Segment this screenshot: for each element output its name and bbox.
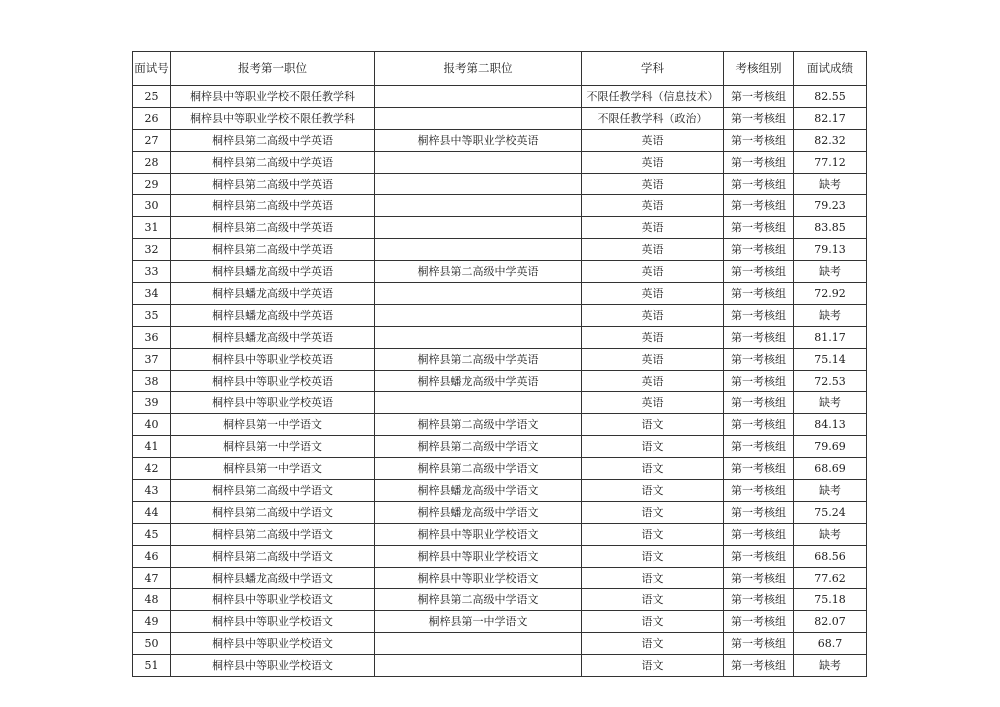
- cell-subject: 英语: [582, 129, 724, 151]
- cell-subject: 不限任教学科（政治）: [582, 107, 724, 129]
- cell-position1: 桐梓县第二高级中学英语: [171, 173, 375, 195]
- cell-group: 第一考核组: [724, 151, 794, 173]
- cell-position1: 桐梓县第二高级中学英语: [171, 217, 375, 239]
- cell-group: 第一考核组: [724, 195, 794, 217]
- table-row: [133, 501, 867, 523]
- cell-subject: 语文: [582, 414, 724, 436]
- cell-position1: 桐梓县第一中学语文: [171, 458, 375, 480]
- cell-position2: 桐梓县第二高级中学语文: [375, 414, 582, 436]
- cell-id: 36: [133, 326, 171, 348]
- cell-id: 47: [133, 567, 171, 589]
- cell-position1: 桐梓县中等职业学校语文: [171, 633, 375, 655]
- table-header: [133, 52, 867, 86]
- table-row: [133, 348, 867, 370]
- table-row: [133, 458, 867, 480]
- cell-subject: 语文: [582, 567, 724, 589]
- cell-score: 75.18: [794, 589, 867, 611]
- cell-group: 第一考核组: [724, 655, 794, 677]
- cell-subject: 英语: [582, 348, 724, 370]
- cell-position2: 桐梓县第二高级中学语文: [375, 436, 582, 458]
- cell-position2: 桐梓县中等职业学校语文: [375, 545, 582, 567]
- cell-score: 77.62: [794, 567, 867, 589]
- table-row: [133, 480, 867, 502]
- cell-position2: [375, 304, 582, 326]
- cell-subject: 不限任教学科（信息技术）: [582, 86, 724, 108]
- cell-group: 第一考核组: [724, 458, 794, 480]
- cell-id: 51: [133, 655, 171, 677]
- table-row: [133, 195, 867, 217]
- cell-group: 第一考核组: [724, 173, 794, 195]
- cell-group: 第一考核组: [724, 589, 794, 611]
- cell-subject: 语文: [582, 480, 724, 502]
- header-score: 面试成绩: [794, 52, 867, 86]
- cell-id: 50: [133, 633, 171, 655]
- cell-score: 68.69: [794, 458, 867, 480]
- header-subject: 学科: [582, 52, 724, 86]
- cell-subject: 英语: [582, 151, 724, 173]
- cell-id: 44: [133, 501, 171, 523]
- cell-subject: 语文: [582, 436, 724, 458]
- table-row: [133, 217, 867, 239]
- cell-position2: [375, 173, 582, 195]
- cell-position2: [375, 107, 582, 129]
- table-row: [133, 326, 867, 348]
- table-row: [133, 633, 867, 655]
- table-row: [133, 283, 867, 305]
- cell-position2: [375, 151, 582, 173]
- cell-score: 72.53: [794, 370, 867, 392]
- cell-position1: 桐梓县第一中学语文: [171, 436, 375, 458]
- cell-group: 第一考核组: [724, 283, 794, 305]
- table-row: [133, 107, 867, 129]
- cell-position1: 桐梓县第二高级中学语文: [171, 523, 375, 545]
- header-position2: 报考第二职位: [375, 52, 582, 86]
- cell-position1: 桐梓县蟠龙高级中学英语: [171, 326, 375, 348]
- cell-subject: 英语: [582, 326, 724, 348]
- cell-score: 缺考: [794, 261, 867, 283]
- cell-id: 48: [133, 589, 171, 611]
- table-row: [133, 304, 867, 326]
- cell-score: 72.92: [794, 283, 867, 305]
- cell-position2: 桐梓县蟠龙高级中学语文: [375, 501, 582, 523]
- cell-score: 68.7: [794, 633, 867, 655]
- table-row: [133, 545, 867, 567]
- cell-group: 第一考核组: [724, 414, 794, 436]
- cell-position1: 桐梓县第二高级中学英语: [171, 151, 375, 173]
- cell-group: 第一考核组: [724, 217, 794, 239]
- cell-score: 缺考: [794, 523, 867, 545]
- cell-position1: 桐梓县第二高级中学语文: [171, 501, 375, 523]
- cell-id: 27: [133, 129, 171, 151]
- cell-position2: 桐梓县第二高级中学英语: [375, 348, 582, 370]
- cell-score: 79.69: [794, 436, 867, 458]
- cell-id: 43: [133, 480, 171, 502]
- table-row: [133, 151, 867, 173]
- cell-id: 41: [133, 436, 171, 458]
- cell-position1: 桐梓县第二高级中学语文: [171, 480, 375, 502]
- cell-score: 68.56: [794, 545, 867, 567]
- cell-score: 缺考: [794, 392, 867, 414]
- cell-subject: 语文: [582, 545, 724, 567]
- cell-subject: 英语: [582, 239, 724, 261]
- cell-id: 40: [133, 414, 171, 436]
- cell-score: 79.13: [794, 239, 867, 261]
- cell-position2: [375, 239, 582, 261]
- cell-subject: 英语: [582, 283, 724, 305]
- cell-group: 第一考核组: [724, 611, 794, 633]
- cell-id: 35: [133, 304, 171, 326]
- cell-id: 45: [133, 523, 171, 545]
- cell-group: 第一考核组: [724, 86, 794, 108]
- score-table-sheet: [132, 51, 866, 677]
- cell-position2: 桐梓县第二高级中学语文: [375, 458, 582, 480]
- cell-score: 83.85: [794, 217, 867, 239]
- cell-subject: 英语: [582, 173, 724, 195]
- cell-position1: 桐梓县中等职业学校不限任教学科: [171, 86, 375, 108]
- cell-id: 38: [133, 370, 171, 392]
- cell-score: 缺考: [794, 655, 867, 677]
- cell-id: 30: [133, 195, 171, 217]
- cell-position2: [375, 392, 582, 414]
- table-row: [133, 414, 867, 436]
- cell-position2: 桐梓县第二高级中学英语: [375, 261, 582, 283]
- cell-position2: [375, 633, 582, 655]
- cell-subject: 英语: [582, 392, 724, 414]
- cell-subject: 英语: [582, 370, 724, 392]
- cell-position2: [375, 326, 582, 348]
- cell-group: 第一考核组: [724, 545, 794, 567]
- table-row: [133, 611, 867, 633]
- cell-subject: 语文: [582, 589, 724, 611]
- cell-score: 82.32: [794, 129, 867, 151]
- cell-score: 75.24: [794, 501, 867, 523]
- header-row: [133, 52, 867, 86]
- cell-position2: 桐梓县第二高级中学语文: [375, 589, 582, 611]
- cell-group: 第一考核组: [724, 567, 794, 589]
- cell-id: 33: [133, 261, 171, 283]
- cell-position1: 桐梓县中等职业学校英语: [171, 392, 375, 414]
- table-row: [133, 129, 867, 151]
- table-row: [133, 567, 867, 589]
- cell-position1: 桐梓县蟠龙高级中学语文: [171, 567, 375, 589]
- cell-group: 第一考核组: [724, 348, 794, 370]
- cell-group: 第一考核组: [724, 304, 794, 326]
- cell-score: 缺考: [794, 173, 867, 195]
- cell-position1: 桐梓县中等职业学校语文: [171, 589, 375, 611]
- table-row: [133, 655, 867, 677]
- cell-group: 第一考核组: [724, 501, 794, 523]
- table-row: [133, 173, 867, 195]
- cell-position1: 桐梓县第二高级中学语文: [171, 545, 375, 567]
- cell-subject: 语文: [582, 633, 724, 655]
- cell-position2: [375, 655, 582, 677]
- cell-id: 25: [133, 86, 171, 108]
- cell-id: 28: [133, 151, 171, 173]
- cell-id: 37: [133, 348, 171, 370]
- table-body: [133, 86, 867, 677]
- table-row: [133, 261, 867, 283]
- cell-group: 第一考核组: [724, 107, 794, 129]
- cell-group: 第一考核组: [724, 436, 794, 458]
- cell-group: 第一考核组: [724, 392, 794, 414]
- cell-position2: 桐梓县蟠龙高级中学语文: [375, 480, 582, 502]
- cell-score: 79.23: [794, 195, 867, 217]
- cell-position1: 桐梓县中等职业学校不限任教学科: [171, 107, 375, 129]
- cell-subject: 语文: [582, 523, 724, 545]
- cell-id: 39: [133, 392, 171, 414]
- cell-subject: 英语: [582, 195, 724, 217]
- cell-subject: 英语: [582, 304, 724, 326]
- cell-group: 第一考核组: [724, 523, 794, 545]
- cell-position1: 桐梓县蟠龙高级中学英语: [171, 283, 375, 305]
- cell-position1: 桐梓县第二高级中学英语: [171, 195, 375, 217]
- cell-position2: 桐梓县中等职业学校英语: [375, 129, 582, 151]
- header-id: 面试号: [133, 52, 171, 86]
- cell-group: 第一考核组: [724, 129, 794, 151]
- table-row: [133, 392, 867, 414]
- cell-group: 第一考核组: [724, 480, 794, 502]
- cell-score: 82.55: [794, 86, 867, 108]
- cell-subject: 语文: [582, 611, 724, 633]
- cell-subject: 英语: [582, 217, 724, 239]
- cell-id: 29: [133, 173, 171, 195]
- cell-score: 77.12: [794, 151, 867, 173]
- cell-score: 84.13: [794, 414, 867, 436]
- cell-group: 第一考核组: [724, 633, 794, 655]
- cell-position1: 桐梓县中等职业学校英语: [171, 348, 375, 370]
- cell-id: 26: [133, 107, 171, 129]
- cell-position1: 桐梓县蟠龙高级中学英语: [171, 304, 375, 326]
- cell-position2: 桐梓县中等职业学校语文: [375, 567, 582, 589]
- cell-position2: [375, 217, 582, 239]
- cell-position2: 桐梓县蟠龙高级中学英语: [375, 370, 582, 392]
- table-row: [133, 523, 867, 545]
- header-group: 考核组别: [724, 52, 794, 86]
- interview-score-table: [132, 51, 867, 677]
- cell-position1: 桐梓县中等职业学校英语: [171, 370, 375, 392]
- table-row: [133, 239, 867, 261]
- cell-position2: 桐梓县中等职业学校语文: [375, 523, 582, 545]
- cell-score: 缺考: [794, 304, 867, 326]
- cell-group: 第一考核组: [724, 370, 794, 392]
- cell-score: 75.14: [794, 348, 867, 370]
- cell-position1: 桐梓县第一中学语文: [171, 414, 375, 436]
- cell-position1: 桐梓县第二高级中学英语: [171, 239, 375, 261]
- cell-group: 第一考核组: [724, 261, 794, 283]
- cell-subject: 语文: [582, 458, 724, 480]
- table-row: [133, 86, 867, 108]
- cell-score: 81.17: [794, 326, 867, 348]
- table-row: [133, 589, 867, 611]
- table-row: [133, 436, 867, 458]
- cell-position1: 桐梓县蟠龙高级中学英语: [171, 261, 375, 283]
- cell-position1: 桐梓县中等职业学校语文: [171, 611, 375, 633]
- cell-score: 缺考: [794, 480, 867, 502]
- cell-id: 49: [133, 611, 171, 633]
- cell-group: 第一考核组: [724, 239, 794, 261]
- cell-position1: 桐梓县第二高级中学英语: [171, 129, 375, 151]
- cell-subject: 语文: [582, 501, 724, 523]
- cell-score: 82.17: [794, 107, 867, 129]
- cell-id: 42: [133, 458, 171, 480]
- cell-position2: [375, 283, 582, 305]
- cell-position2: [375, 195, 582, 217]
- cell-position2: 桐梓县第一中学语文: [375, 611, 582, 633]
- table-row: [133, 370, 867, 392]
- cell-id: 32: [133, 239, 171, 261]
- cell-id: 46: [133, 545, 171, 567]
- cell-position1: 桐梓县中等职业学校语文: [171, 655, 375, 677]
- cell-id: 34: [133, 283, 171, 305]
- cell-subject: 语文: [582, 655, 724, 677]
- cell-id: 31: [133, 217, 171, 239]
- header-position1: 报考第一职位: [171, 52, 375, 86]
- cell-group: 第一考核组: [724, 326, 794, 348]
- cell-position2: [375, 86, 582, 108]
- cell-subject: 英语: [582, 261, 724, 283]
- cell-score: 82.07: [794, 611, 867, 633]
